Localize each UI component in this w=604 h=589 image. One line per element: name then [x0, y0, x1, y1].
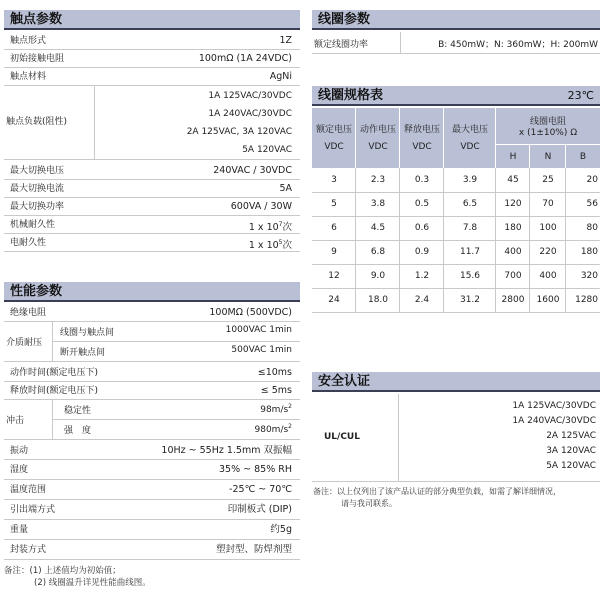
life-exponent: 5: [278, 239, 283, 246]
cell-rated: 5: [331, 199, 337, 209]
row-value: -25℃ ~ 70℃: [229, 484, 292, 495]
contact-load-value: 1A 240VAC/30VDC: [208, 109, 292, 119]
perf-row-insulation: [4, 304, 300, 322]
perf-row-sealing: [4, 541, 300, 560]
row-label: 机械耐久性: [10, 220, 56, 230]
row-label: 绝缘电阻: [10, 308, 47, 318]
perf-shock-block: [4, 400, 300, 440]
row-value: 100mΩ (1A 24VDC): [198, 53, 292, 64]
cell-release: 0.3: [414, 175, 430, 185]
cell-pickup: 9.0: [370, 271, 386, 281]
row-value: 5A: [279, 183, 292, 194]
header-cell-bg: [312, 108, 355, 168]
cell-rated: 6: [331, 223, 337, 233]
shock-strength-value: 980m/s: [254, 425, 289, 435]
shock-sub-value: [260, 403, 292, 415]
contact-row-max-voltage: [4, 162, 300, 180]
cell-h: 400: [504, 247, 522, 257]
perf-row-terminal: [4, 501, 300, 520]
cell-n: 1600: [536, 295, 560, 305]
cell-max: 11.7: [459, 247, 481, 257]
contact-row-max-current: [4, 180, 300, 198]
row-value: 1Z: [279, 35, 292, 46]
coil-section-header: [312, 10, 600, 30]
header-cell-bg: [356, 108, 399, 168]
row-value: 100MΩ (500VDC): [209, 307, 292, 318]
dielectric-sub-value: 500VAC 1min: [231, 345, 292, 355]
cell-h: 2800: [501, 295, 525, 305]
cell-pickup: 6.8: [370, 247, 386, 257]
col-header-b: B: [579, 152, 587, 162]
cell-n: 220: [539, 247, 557, 257]
col-header-unit: VDC: [368, 142, 388, 152]
safety-value: 3A 120VAC: [546, 446, 596, 456]
perf-dielectric-block: [4, 322, 300, 362]
life-base: 1 x 10: [248, 240, 279, 252]
row-label: 触点形式: [10, 36, 47, 46]
rated-power-label: 额定线圈功率: [314, 40, 369, 50]
coil-spec-header: [312, 86, 600, 106]
cell-pickup: 2.3: [370, 175, 386, 185]
coil-section-title: 线圈参数: [318, 12, 371, 27]
row-value: 35% ~ 85% RH: [219, 464, 292, 475]
row-label: 封装方式: [10, 545, 47, 555]
col-header-unit: VDC: [412, 142, 432, 152]
contact-load-value: 2A 125VAC, 3A 120VAC: [186, 127, 292, 137]
cell-n: 70: [542, 199, 554, 209]
shock-sub-value: [255, 423, 293, 435]
header-cell-bg: [444, 108, 495, 168]
divider: [400, 32, 401, 53]
cell-rated: 24: [328, 295, 340, 305]
row-value: AgNi: [269, 71, 292, 82]
divider: [398, 394, 399, 481]
dielectric-sub-label: 线圈与触点间: [60, 328, 115, 338]
cell-pickup: 3.8: [370, 199, 386, 209]
cell-pickup: 4.5: [370, 223, 386, 233]
safety-value: 5A 120VAC: [546, 461, 596, 471]
row-label: 释放时间(额定电压下): [10, 386, 99, 396]
row-value: 塑封型、防焊剂型: [215, 544, 292, 555]
contact-row-max-power: [4, 198, 300, 216]
cell-b: 1280: [575, 295, 598, 305]
cell-rated: 12: [328, 271, 340, 281]
row-label: 引出端方式: [10, 505, 56, 515]
life-unit: 次: [282, 240, 292, 252]
coil-rated-power-row: [312, 32, 600, 54]
cell-h: 180: [504, 223, 522, 233]
safety-value: 1A 240VAC/30VDC: [512, 416, 596, 426]
cell-b: 20: [586, 175, 598, 185]
cell-release: 2.4: [414, 295, 430, 305]
row-value: 印制板式 (DIP): [227, 504, 292, 515]
col-header-rated: 额定电压: [315, 125, 352, 135]
contact-section-header: [4, 10, 300, 30]
life-exponent: 7: [278, 221, 283, 228]
cell-h: 45: [507, 175, 519, 185]
contact-load-value: 1A 125VAC/30VDC: [208, 91, 292, 101]
divider: [312, 264, 600, 265]
contact-load-label: 触点负载(阻性): [6, 117, 68, 127]
safety-section-header: [312, 372, 600, 392]
safety-value: 1A 125VAC/30VDC: [512, 401, 596, 411]
shock-label: 冲击: [6, 416, 25, 426]
cell-rated: 9: [331, 247, 337, 257]
row-label: 动作时间(额定电压下): [10, 368, 99, 378]
perf-section-title: 性能参数: [10, 284, 63, 299]
cell-release: 0.6: [414, 223, 430, 233]
safety-cert-label: UL/CUL: [324, 432, 360, 442]
perf-note-line-2: (2) 线圈温升详见性能曲线图。: [34, 578, 151, 588]
safety-section-title: 安全认证: [318, 374, 371, 389]
row-label: 最大切换电压: [10, 166, 65, 176]
safety-table: [312, 394, 600, 482]
cell-release: 0.5: [414, 199, 430, 209]
divider: [312, 312, 600, 313]
perf-row-temperature: [4, 481, 300, 500]
col-header-pickup: 动作电压: [359, 125, 396, 135]
cell-h: 120: [504, 199, 522, 209]
safety-value: 2A 125VAC: [546, 431, 596, 441]
cell-pickup: 18.0: [367, 295, 389, 305]
row-label: 重量: [10, 525, 29, 535]
divider: [312, 192, 600, 193]
safety-note-line-1: 备注：以上仅列出了该产品认证的部分典型负载，如需了解详细情况，: [313, 487, 561, 496]
divider: [52, 419, 300, 420]
perf-row-weight: [4, 521, 300, 540]
row-label: 湿度: [10, 465, 29, 475]
perf-section-header: [4, 282, 300, 302]
cell-max: 6.5: [462, 199, 478, 209]
life-unit: 次: [282, 222, 292, 234]
cell-max: 7.8: [462, 223, 478, 233]
contact-load-value: 5A 120VAC: [242, 145, 292, 155]
divider: [94, 86, 95, 159]
row-label: 振动: [10, 446, 29, 456]
row-label: 电耐久性: [10, 238, 47, 248]
cell-release: 1.2: [414, 271, 430, 281]
cell-max: 3.9: [462, 175, 478, 185]
col-header-unit: VDC: [460, 142, 480, 152]
cell-n: 400: [539, 271, 557, 281]
cell-rated: 3: [331, 175, 337, 185]
row-label: 初始接触电阻: [10, 54, 65, 64]
contact-row-mech-life: [4, 216, 300, 234]
safety-note-line-2: 请与我司联系。: [341, 499, 397, 508]
col-header-max: 最大电压: [451, 125, 488, 135]
perf-row-humidity: [4, 461, 300, 480]
cell-b: 320: [580, 271, 598, 281]
contact-section-title: 触点参数: [10, 12, 63, 27]
coil-spec-table: [312, 108, 600, 314]
cell-b: 180: [580, 247, 598, 257]
perf-note-line-1: 备注：(1) 上述值均为初始值；: [4, 566, 121, 576]
row-label: 温度范围: [10, 485, 47, 495]
row-label: 最大切换功率: [10, 202, 65, 212]
header-cell-bg: [400, 108, 443, 168]
cell-n: 100: [539, 223, 557, 233]
col-header-unit: VDC: [324, 142, 344, 152]
coil-spec-temperature: 23℃: [567, 89, 594, 102]
perf-row-operate: [4, 364, 300, 382]
perf-row-release: [4, 382, 300, 400]
dielectric-sub-label: 断开触点间: [60, 348, 106, 358]
divider: [312, 240, 600, 241]
cell-b: 56: [586, 199, 598, 209]
dielectric-label: 介质耐压: [6, 338, 43, 348]
col-header-resistance: 线圈电阻: [529, 117, 566, 127]
col-header-n: N: [544, 152, 552, 162]
cell-n: 25: [542, 175, 554, 185]
row-value: 600VA / 30W: [230, 201, 292, 212]
dielectric-sub-value: 1000VAC 1min: [225, 325, 292, 335]
life-base: 1 x 10: [248, 222, 279, 234]
contact-row-resistance: [4, 50, 300, 68]
shock-exponent: 2: [288, 403, 292, 410]
contact-load-block: [4, 86, 300, 160]
shock-stability-value: 98m/s: [260, 405, 289, 415]
divider: [52, 341, 300, 342]
cell-h: 700: [504, 271, 522, 281]
row-value: [249, 234, 292, 255]
cell-b: 80: [586, 223, 598, 233]
row-value: 10Hz ~ 55Hz 1.5mm 双振幅: [161, 445, 292, 456]
contact-row-form: [4, 32, 300, 50]
contact-row-elec-life: [4, 234, 300, 252]
contact-row-material: [4, 68, 300, 86]
perf-row-vibration: [4, 442, 300, 460]
cell-max: 31.2: [459, 295, 481, 305]
shock-sub-label: 强 度: [64, 426, 92, 436]
row-value: 240VAC / 30VDC: [213, 165, 292, 176]
rated-power-value: B: 450mW；N: 360mW；H: 200mW: [438, 40, 598, 50]
row-value: ≤10ms: [257, 367, 292, 378]
row-label: 触点材料: [10, 72, 47, 82]
shock-sub-label: 稳定性: [64, 406, 92, 416]
row-value: 约5g: [270, 524, 292, 535]
col-header-release: 释放电压: [403, 125, 440, 135]
col-header-resistance-tolerance: x (1±10%) Ω: [518, 128, 578, 138]
row-label: 最大切换电流: [10, 184, 65, 194]
divider: [312, 216, 600, 217]
cell-release: 0.9: [414, 247, 430, 257]
coil-spec-title: 线圈规格表: [318, 88, 384, 103]
col-header-h: H: [509, 152, 517, 162]
cell-max: 15.6: [459, 271, 481, 281]
shock-exponent: 2: [288, 423, 292, 430]
divider: [312, 288, 600, 289]
row-value: ≤ 5ms: [260, 385, 292, 396]
